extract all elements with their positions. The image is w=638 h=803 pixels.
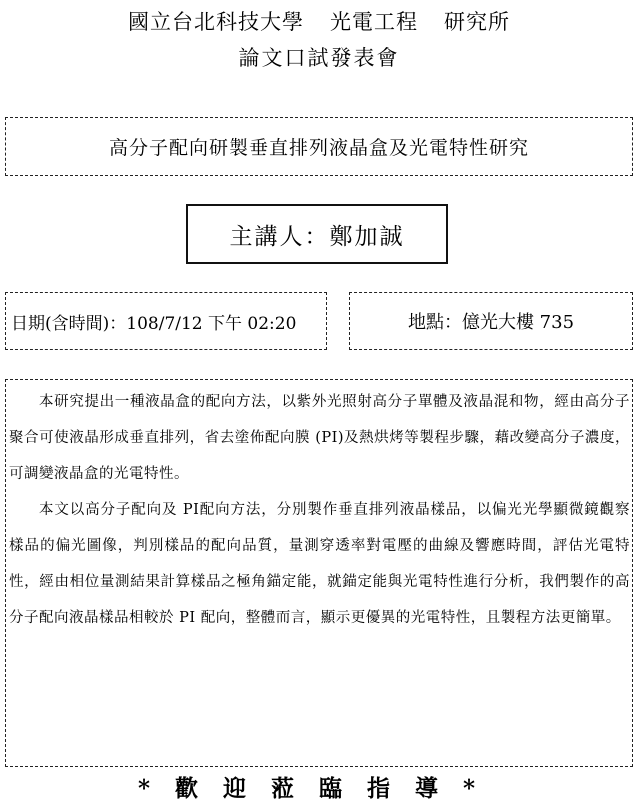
date-time: 日期(含時間)：108/7/12 下午 02:20 (11, 313, 297, 334)
institute-name: 研究所 (444, 10, 510, 34)
abstract-box (5, 379, 633, 767)
event-title: 論文口試發表會 (238, 46, 400, 70)
header-line (0, 6, 638, 36)
location-box (349, 292, 633, 350)
thesis-title-box (5, 117, 633, 176)
location: 地點：億光大樓 735 (407, 312, 575, 333)
abstract-paragraph-2: 本文以高分子配向及 PI配向方法，分別製作垂直排列液晶樣品，以偏光光學顯微鏡觀察樣品的偏光圖像，判別樣品的配向品質，量測穿透率對電壓的曲線及響應時間，評估光電特性，經由相位量測結果計算樣品之極角錨定能，就錨定能與光電特性進行分析，我們製作的高分子配向液晶樣品相較於 PI 配向，整體而言，顯示更優異的光電特性，且製程方法更簡單。 (9, 502, 630, 626)
speaker-name: 主講人：鄭加誠 (229, 223, 405, 250)
university-name: 國立台北科技大學 (128, 10, 304, 34)
date-box (5, 292, 327, 350)
thesis-title: 高分子配向研製垂直排列液晶盒及光電特性研究 (108, 137, 529, 159)
department-name: 光電工程 (330, 10, 418, 34)
closing-banner: *歡迎蒞臨指導* (137, 775, 501, 802)
abstract-paragraph-1: 本研究提出一種液晶盒的配向方法，以紫外光照射高分子單體及液晶混和物，經由高分子聚合可使液晶形成垂直排列，省去塗佈配向膜 (PI)及熱烘烤等製程步驟，藉改變高分子濃度，可調變液晶盒的光電特性。 (9, 394, 630, 482)
speaker-box (186, 204, 448, 264)
